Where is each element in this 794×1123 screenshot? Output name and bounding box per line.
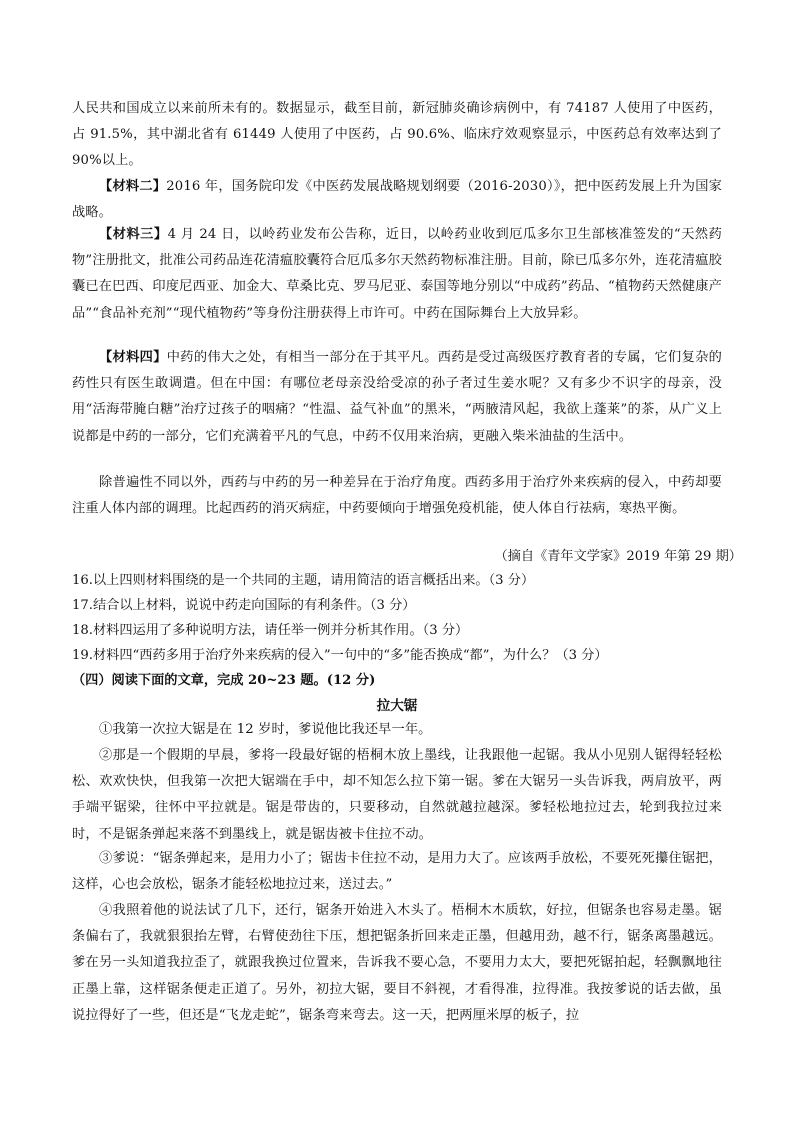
material4-label: 【材料四】 bbox=[99, 350, 167, 365]
material1-tail: 人民共和国成立以来前所未有的。数据显示，截至目前，新冠肺炎确诊病例中，有 74187 人使用了中医药，占 91.5%，其中湖北省有 61449 人使用了中医药，占 90.6%、临床疗效观察显示，中医药总有效率达到了 90%以上。 bbox=[72, 101, 722, 169]
material2-label: 【材料二】 bbox=[99, 179, 167, 194]
material4-text: 中药的伟大之处，有相当一部分在于其平凡。西药是受过高级医疗教育者的专属，它们复杂的药性只有医生敢调遣。但在中国：有哪位老母亲没给受凉的孙子者过生姜水呢？又有多少不识字的母亲，没用“活海带腌白糖”治疗过孩子的咽痛？“性温、益气补血”的黑米，“两腋清风起，我欲上蓬莱”的茶，从广义上说都是中药的一部分，它们充满着平凡的气息，中药不仅用来治病，更融入柴米油盐的生活中。 bbox=[72, 350, 723, 444]
material4-text2: 除普遍性不同以外，西药与中药的另一种差异在于治疗角度。西药多用于治疗外来疾病的侵入，中药却要注重人体内部的调理。比起西药的消灭病症，中药要倾向于增强免疫机能，使人体自行祛病，寒热平衡。 bbox=[72, 475, 722, 517]
essay-paragraph-2: ②那是一个假期的早晨，爹将一段最好锯的梧桐木放上墨线，让我跟他一起锯。我从小见别人锯得轻轻松松、欢欢快快，但我第一次把大锯端在手中，却不知怎么拉下第一锯。爹在大锯另一头告诉我，两肩放平，两手端平锯梁，往怀中平拉就是。锯是带齿的，只要移动，自然就越拉越深。爹轻松地拉过去，轮到我拉过来时，不是锯条弹起来落不到墨线上，就是锯齿被卡住拉不动。 bbox=[72, 748, 722, 842]
essay-paragraph-4: ④我照着他的说法试了几下，还行，锯条开始进入木头了。梧桐木木质软，好拉，但锯条也容易走墨。锯条偏右了，我就狠狠抬左臂，右臂使劲往下压，想把锯条折回来走正墨，但越用劲，越不行，锯条离墨越远。爹在另一头知道我拉歪了，就跟我换过位置来，告诉我不要心急，不要用力太大，要把死锯拍起，轻飘飘地往正墨上靠，这样锯条便走正道了。另外，初拉大锯，要目不斜视，才看得准，拉得准。我按爹说的话去做，虽说拉得好了一些，但还是“飞龙走蛇”，锯条弯来弯去。这一天，把两厘米厚的板子，拉 bbox=[72, 903, 722, 1023]
essay-paragraph-1: ①我第一次拉大锯是在 12 岁时，爹说他比我还早一年。 bbox=[99, 722, 432, 737]
question-19: 19.材料四“西药多用于治疗外来疾病的侵入”一句中的“多”能否换成“都”，为什么？（3 分） bbox=[72, 648, 608, 663]
essay-paragraph-3: ③爹说：“锯条弹起来，是用力小了；锯齿卡住拉不动，是用力大了。应该两手放松，不要死死攥住锯把，这样，心也会放松，锯条才能轻松地拉过来，送过去。” bbox=[72, 851, 722, 893]
question-16: 16.以上四则材料围绕的是一个共同的主题，请用简洁的语言概括出来。（3 分） bbox=[72, 573, 535, 588]
source-citation: （摘自《青年文学家》2019 年第 29 期） bbox=[494, 549, 742, 564]
section4-heading: （四）阅读下面的文章，完成 20~23 题。(12 分) bbox=[72, 673, 376, 688]
material3-text: 4 月 24 日，以岭药业发布公告称，近日，以岭药业收到厄瓜多尔卫生部核准签发的“天然药物”注册批文，批准公司药品连花清瘟胶囊符合厄瓜多尔天然药物标准注册。目前，除已瓜多尔外，连花清瘟胶囊已在巴西、印度尼西亚、加金大、草桑比克、罗马尼亚、泰国等地分别以“中成药”药品、“植物药天然健康产品”“食品补充剂”“现代植物药”等身份注册获得上市许可。中药在国际舞台上大放异彩。 bbox=[72, 227, 722, 321]
essay-title: 拉大锯 bbox=[376, 698, 418, 714]
material4 bbox=[72, 345, 722, 450]
material2-text: 2016 年，国务院印发《中医药发展战略规划纲要（2016-2030）》，把中医药发展上升为国家战略。 bbox=[72, 179, 723, 221]
material3 bbox=[72, 222, 722, 327]
question-17: 17.结合以上材料，说说中药走向国际的有利条件。（3 分） bbox=[72, 598, 416, 613]
question-18: 18.材料四运用了多种说明方法，请任举一例并分析其作用。（3 分） bbox=[72, 623, 469, 638]
material3-label: 【材料三】 bbox=[99, 227, 168, 242]
material2 bbox=[72, 174, 722, 226]
